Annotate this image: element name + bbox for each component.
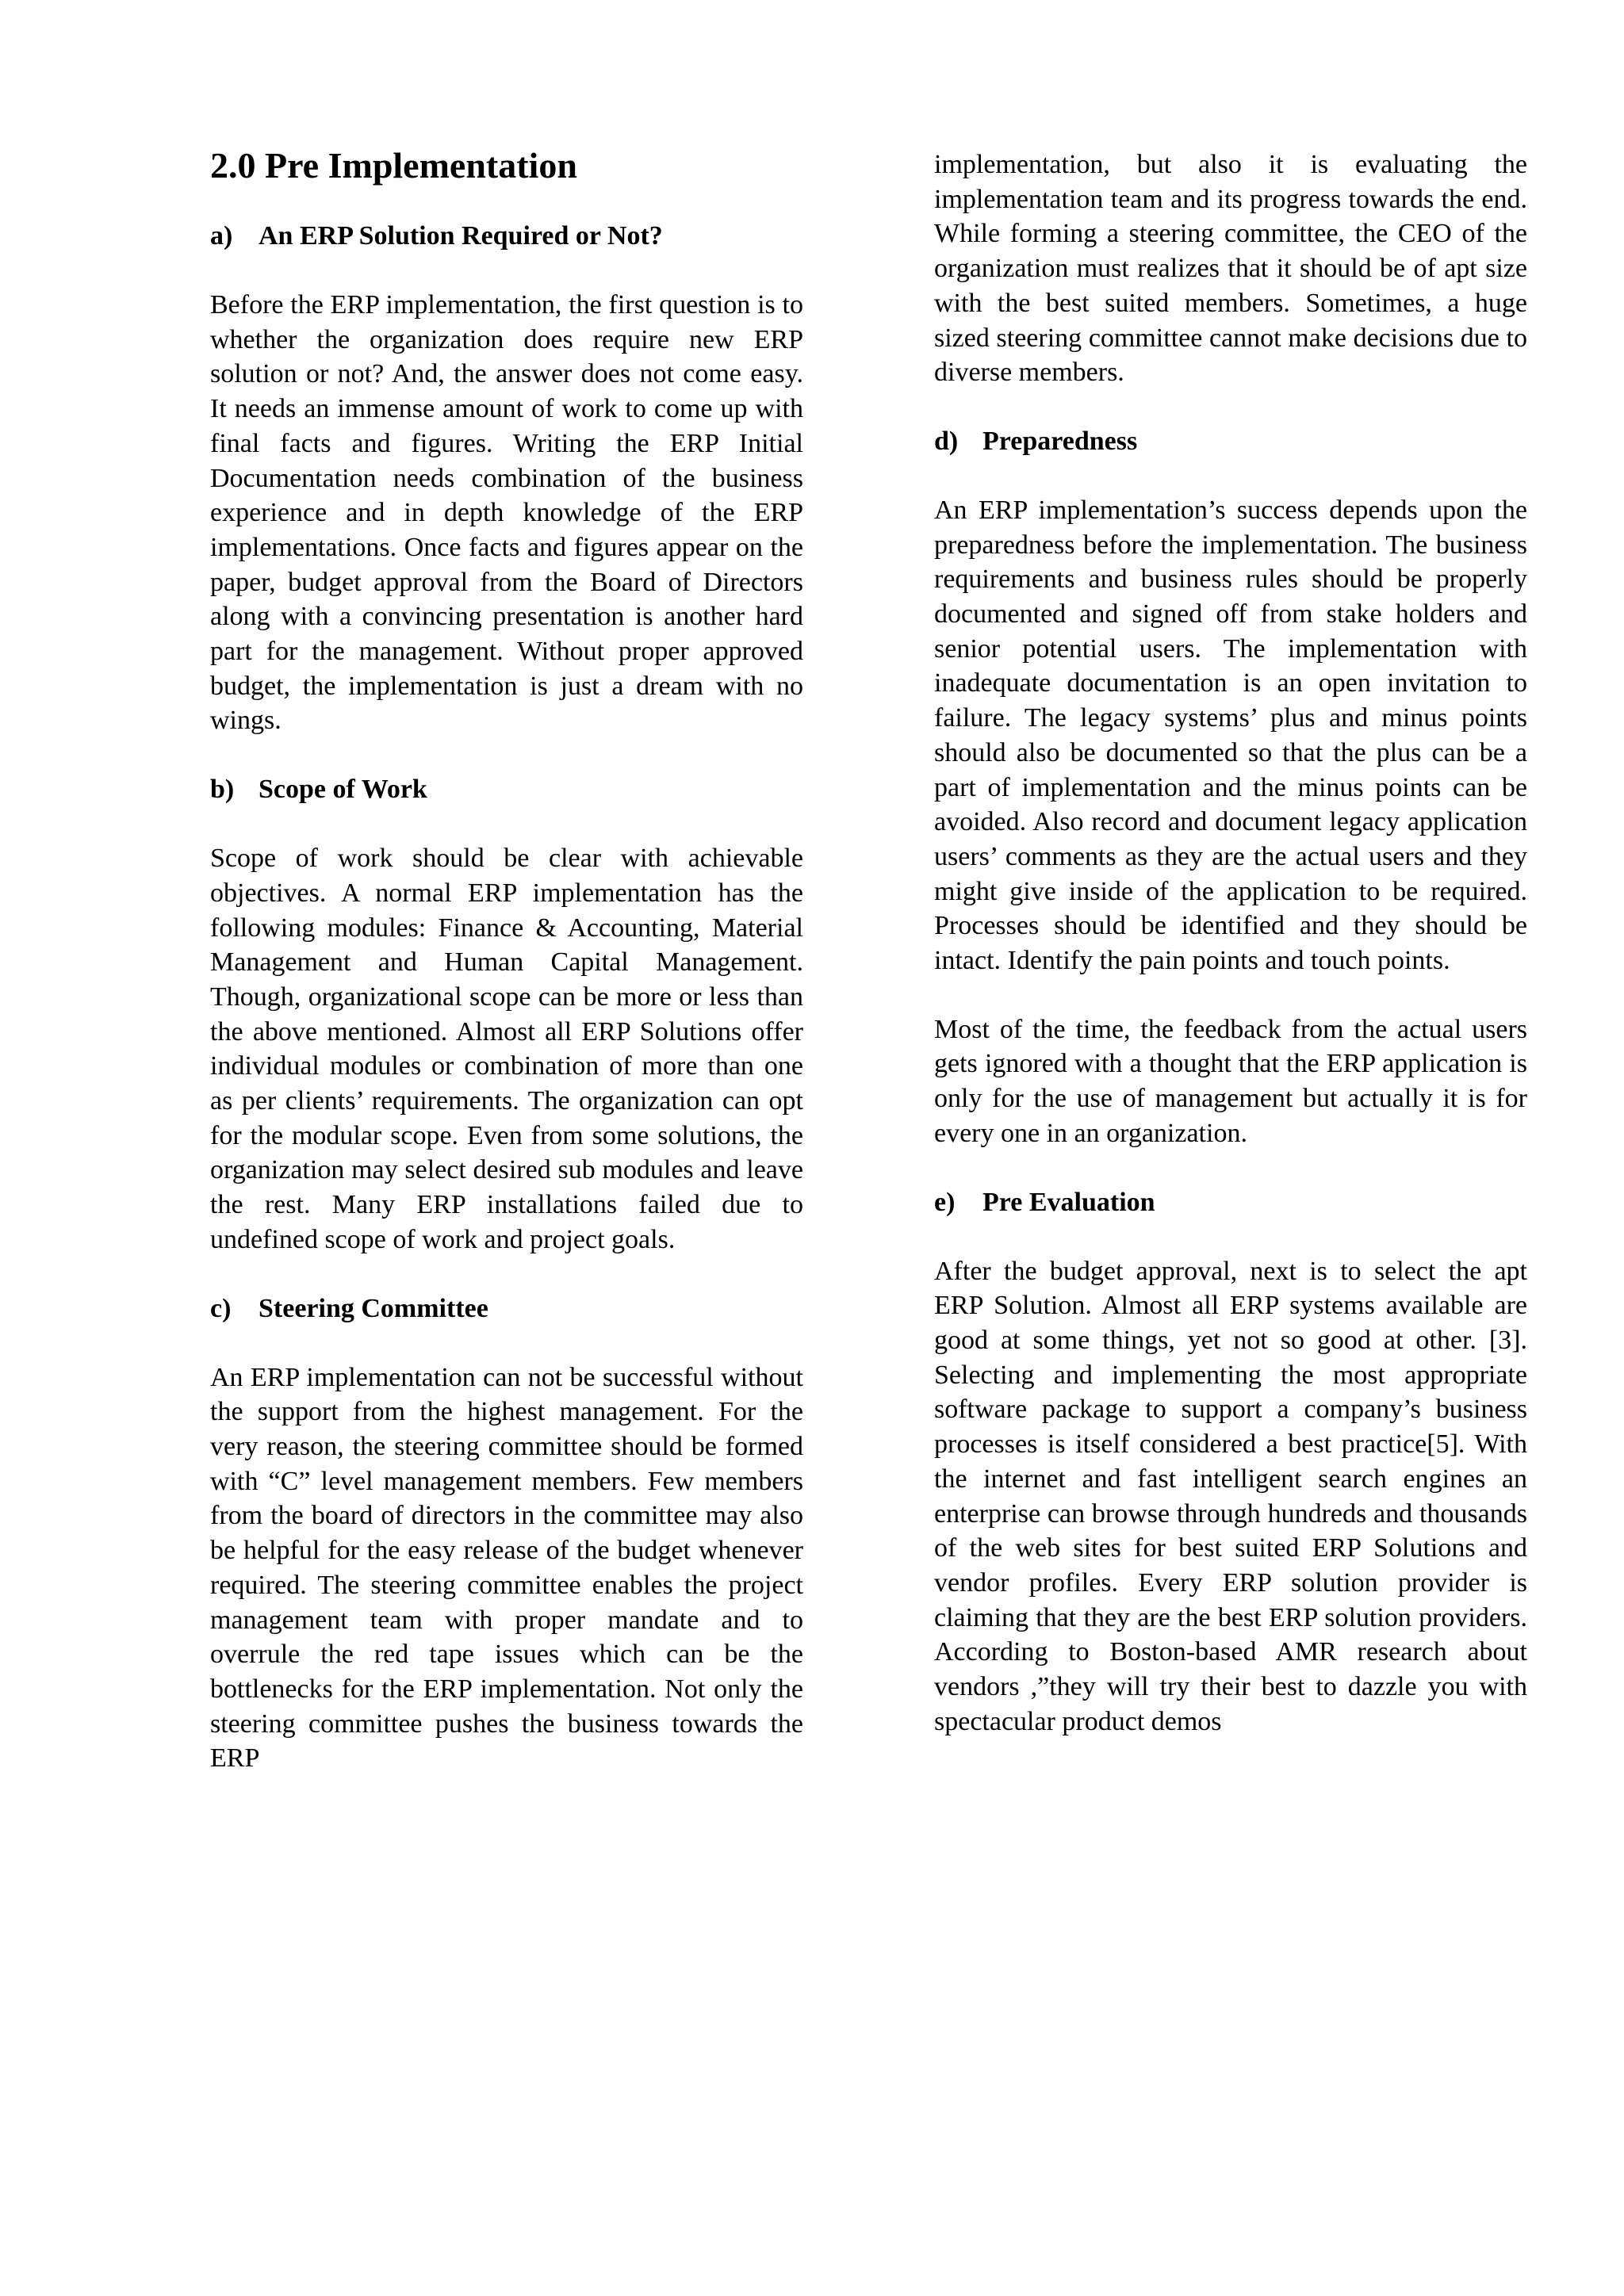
subsection-e-heading xyxy=(934,1185,1527,1220)
paragraph-steering-committee-continued: implementation, but also it is evaluating the implementation team and its progress towards the end. While forming a steering committee, the CEO of the organization must realizes that it should be of apt size with the best suited members. Sometimes, a huge sized steering committee cannot make decisions due to diverse members. xyxy=(934,150,1527,388)
subsection-e-label: e) xyxy=(934,1187,956,1217)
left-column xyxy=(210,140,803,1776)
subsection-d-heading xyxy=(934,424,1527,459)
subsection-a-title: An ERP Solution Required or Not? xyxy=(259,221,663,251)
paragraph-scope-of-work: Scope of work should be clear with achievable objectives. A normal ERP implementation has the following modules: Finance & Accounting, Material Management and Human Capital Management. Though, organizational scope can be more or less than the above mentioned. Almost all ERP Solutions offer individual modules or combination of more than one as per clients’ requirements. The organization can opt for the modular scope. Even from some solutions, the organization may select desired sub modules and leave the rest. Many ERP installations failed due to undefined scope of work and project goals. xyxy=(210,844,803,1254)
paragraph-user-feedback: Most of the time, the feedback from the actual users gets ignored with a thought that the ERP application is only for the use of management but actually it is for every one in an organization. xyxy=(934,1014,1527,1148)
paragraph-steering-committee: An ERP implementation can not be successful without the support from the highest management. For the very reason, the steering committee should be formed with “C” level management members. Few members from the board of directors in the committee may also be helpful for the easy release of the budget whenever required. The steering committee enables the project management team with proper mandate and to overrule the red tape issues which can be the bottlenecks for the ERP implementation. Not only the steering committee pushes the business towards the ERP xyxy=(210,1362,803,1774)
subsection-e-title: Pre Evaluation xyxy=(982,1187,1155,1217)
subsection-b-title: Scope of Work xyxy=(259,775,427,805)
subsection-a-label: a) xyxy=(210,221,233,251)
section-title: 2.0 Pre Implementation xyxy=(210,145,577,186)
subsection-d-title: Preparedness xyxy=(982,426,1138,456)
paragraph-erp-required: Before the ERP implementation, the first question is to whether the organization does require new ERP solution or not? And, the answer does not come easy. It needs an immense amount of work to come up with final facts and figures. Writing the ERP Initial Documentation needs combination of the business experience and in depth knowledge of the ERP implementations. Once facts and figures appear on the paper, budget approval from the Board of Directors along with a convincing presentation is another hard part for the management. Without proper approved budget, the implementation is just a dream with no wings. xyxy=(210,290,803,736)
subsection-b-heading xyxy=(210,772,803,807)
right-column xyxy=(934,147,1527,1739)
paragraph-pre-evaluation: After the budget approval, next is to select the apt ERP Solution. Almost all ERP systems available are good at some things, yet not so good at other. [3]. Selecting and implementing the most appropriate software package to support a company’s business processes is itself considered a best practice[5]. With the internet and fast intelligent search engines an enterprise can browse through hundreds and thousands of the web sites for best suited ERP Solutions and vendor profiles. Every ERP solution provider is claiming that they are the best ERP solution providers. According to Boston-based AMR research about vendors ,”they will try their best to dazzle you with spectacular product demos xyxy=(934,1256,1527,1736)
subsection-d-label: d) xyxy=(934,426,959,456)
subsection-b-label: b) xyxy=(210,775,235,805)
subsection-a-heading xyxy=(210,219,803,254)
paragraph-preparedness: An ERP implementation’s success depends upon the preparedness before the implementation. The business requirements and business rules should be properly documented and signed off from stake holders and senior potential users. The implementation with inadequate documentation is an open invitation to failure. The legacy systems’ plus and minus points should also be documented so that the plus can be a part of implementation and the minus points can be avoided. Also record and document legacy application users’ comments as they are the actual users and they might give inside of the application to be required. Processes should be identified and they should be intact. Identify the pain points and touch points. xyxy=(934,495,1527,976)
subsection-c-heading xyxy=(210,1292,803,1326)
subsection-c-label: c) xyxy=(210,1293,232,1323)
subsection-c-title: Steering Committee xyxy=(259,1293,488,1323)
